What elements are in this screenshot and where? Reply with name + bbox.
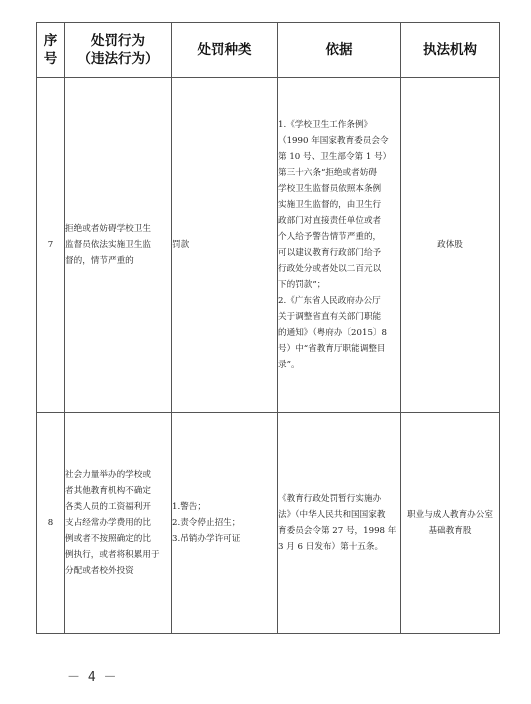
row-basis: 《教育行政处罚暂行实施办 法》（中华人民共和国国家教 育委员会令第 27 号，1998 年 3 月 6 日发布）第十五条。 bbox=[278, 413, 401, 634]
row-enforcement-agency: 政体股 bbox=[401, 78, 500, 413]
header-enforcement-agency: 执法机构 bbox=[401, 23, 500, 78]
row-penalty-type: 1.警告； 2.责令停止招生； 3.吊销办学许可证 bbox=[172, 413, 278, 634]
header-number: 序 号 bbox=[37, 23, 65, 78]
header-basis: 依据 bbox=[278, 23, 401, 78]
row-number: 7 bbox=[37, 78, 65, 413]
row-enforcement-agency: 职业与成人教育办公室 基础教育股 bbox=[401, 413, 500, 634]
table-row bbox=[37, 78, 500, 413]
table-row bbox=[37, 413, 500, 634]
row-basis: 1.《学校卫生工作条例》 （1990 年国家教育委员会令 第 10 号、卫生部令第 1 号） 第三十六条“拒绝或者妨碍 学校卫生监督员依照本条例 实施卫生监督的，由卫生行 政部门对直接责任单位或者 个人给予警告情节严重的， 可以建议教育行政部门给予 行政处分或者处以二百元以 下的罚款”； 2.《广东省人民政府办公厅 关于调整省直有关部门职能 的通知》（粤府办〔2015〕8 号）中“省教育厅职能调整目 录”。 bbox=[278, 78, 401, 413]
table-header-row bbox=[37, 23, 500, 78]
page-number: － 4 － bbox=[67, 670, 117, 685]
penalty-table bbox=[36, 22, 500, 634]
header-penalty-act: 处罚行为 （违法行为） bbox=[65, 23, 172, 78]
header-penalty-type: 处罚种类 bbox=[172, 23, 278, 78]
row-number: 8 bbox=[37, 413, 65, 634]
row-penalty-act: 社会力量举办的学校或 者其他教育机构不确定 各类人员的工资福利开 支占经常办学费用的比 例或者不按照确定的比 例执行，或者将积累用于 分配或者校外投资 bbox=[65, 413, 172, 634]
row-penalty-type: 罚款 bbox=[172, 78, 278, 413]
row-penalty-act: 拒绝或者妨碍学校卫生 监督员依法实施卫生监 督的，情节严重的 bbox=[65, 78, 172, 413]
